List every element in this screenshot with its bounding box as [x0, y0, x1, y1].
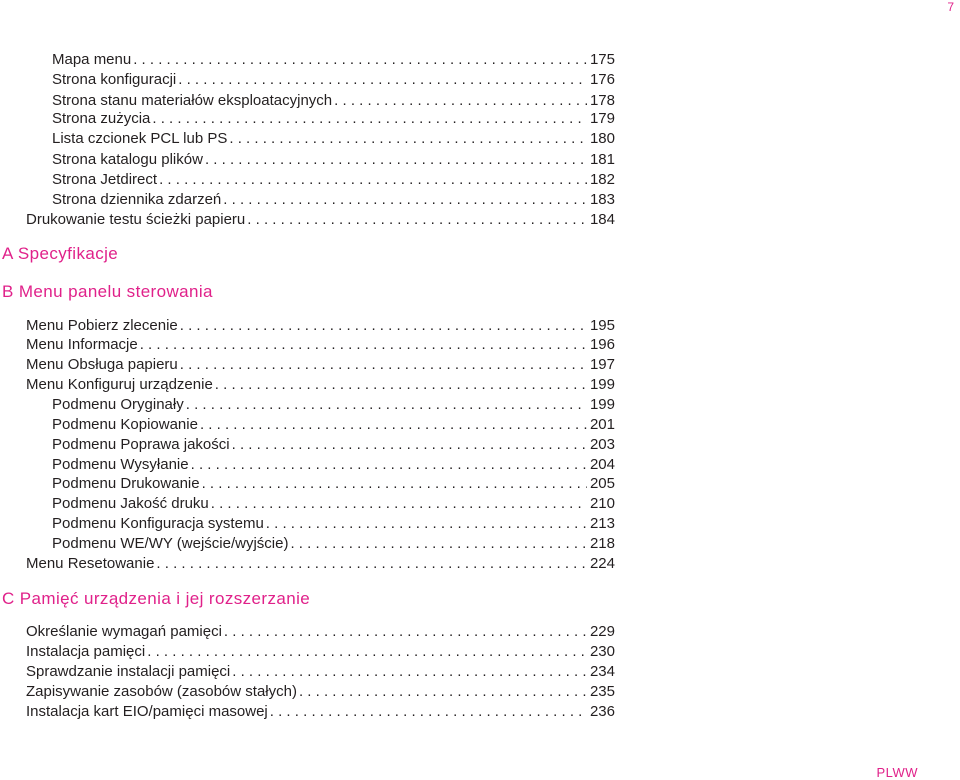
toc-entry-title: Instalacja kart EIO/pamięci masowej [26, 703, 268, 720]
toc-entry-podmenu-poprawa[interactable] [52, 435, 615, 455]
toc-entry-menu-resetowanie[interactable] [26, 554, 615, 574]
toc-entry-page: 178 [587, 91, 615, 111]
toc-entry-menu-pobierz[interactable] [26, 316, 615, 336]
toc-entry-title: Określanie wymagań pamięci [26, 623, 222, 640]
dot-leader [288, 534, 587, 554]
toc-entry-sprawdzanie[interactable] [26, 662, 615, 682]
dot-leader [209, 494, 587, 514]
page-number: 7 [947, 0, 954, 14]
dot-leader [245, 210, 587, 230]
toc-entry-menu-informacje[interactable] [26, 335, 615, 355]
toc-entry-strona-konfiguracji[interactable] [52, 70, 615, 90]
toc-entry-title: Podmenu Konfiguracja systemu [52, 515, 264, 532]
dot-leader [222, 622, 587, 642]
dot-leader [154, 554, 587, 574]
dot-leader [189, 455, 587, 475]
toc-entry-title: Drukowanie testu ścieżki papieru [26, 211, 246, 228]
dot-leader [221, 190, 587, 210]
toc-entry-title: Instalacja pamięci [26, 643, 146, 660]
dot-leader [198, 415, 587, 435]
toc-entry-page: 184 [587, 210, 615, 230]
toc-entry-page: 196 [587, 335, 615, 355]
toc-entry-okreslanie[interactable] [26, 622, 615, 642]
toc-entry-title: Strona konfiguracji [52, 71, 177, 88]
toc-entry-title: Podmenu Wysyłanie [52, 456, 189, 473]
dot-leader [200, 474, 587, 494]
toc-entry-strona-jetdirect[interactable] [52, 170, 615, 190]
toc-entry-podmenu-we-wy[interactable] [52, 534, 615, 554]
dot-leader [131, 50, 587, 70]
toc-entry-title: Strona dziennika zdarzeń [52, 191, 222, 208]
toc-entry-title: Menu Obsługa papieru [26, 356, 178, 373]
toc-entry-drukowanie-testu[interactable] [26, 210, 615, 230]
toc-entry-page: 201 [587, 415, 615, 435]
toc-entry-strona-zuzycia[interactable] [52, 109, 615, 129]
toc-entry-title: Lista czcionek PCL lub PS [52, 130, 228, 147]
dot-leader [150, 109, 587, 129]
toc-entry-title: Strona Jetdirect [52, 171, 158, 188]
toc-entry-page: 236 [587, 702, 615, 722]
dot-leader [178, 316, 587, 336]
toc-entry-podmenu-jakosc[interactable] [52, 494, 615, 514]
dot-leader [157, 170, 587, 190]
toc-entry-title: Podmenu Kopiowanie [52, 416, 198, 433]
toc-entry-title: Strona zużycia [52, 110, 151, 127]
section-heading-a[interactable]: A Specyfikacje [2, 244, 119, 263]
toc-entry-instalacja-kart[interactable] [26, 702, 615, 722]
toc-entry-lista-czcionek[interactable] [52, 129, 615, 149]
toc-entry-page: 210 [587, 494, 615, 514]
toc-entry-title: Podmenu WE/WY (wejście/wyjście) [52, 535, 289, 552]
toc-entry-page: 203 [587, 435, 615, 455]
toc-entry-menu-konfiguruj[interactable] [26, 375, 615, 395]
toc-entry-title: Menu Resetowanie [26, 555, 155, 572]
toc-entry-page: 199 [587, 395, 615, 415]
toc-entry-podmenu-kopiowanie[interactable] [52, 415, 615, 435]
toc-entry-podmenu-wysylanie[interactable] [52, 455, 615, 475]
toc-entry-title: Mapa menu [52, 51, 132, 68]
footer-label: PLWW [876, 765, 918, 780]
toc-entry-page: 230 [587, 642, 615, 662]
toc-entry-strona-stanu[interactable] [52, 91, 615, 111]
toc-entry-menu-obsluga[interactable] [26, 355, 615, 375]
toc-entry-page: 204 [587, 455, 615, 475]
dot-leader [268, 702, 587, 722]
dot-leader [184, 395, 587, 415]
toc-entry-strona-dziennika[interactable] [52, 190, 615, 210]
section-heading-b[interactable]: B Menu panelu sterowania [2, 282, 213, 301]
toc-entry-title: Podmenu Oryginały [52, 396, 184, 413]
toc-entry-strona-katalogu[interactable] [52, 150, 615, 170]
toc-entry-page: 213 [587, 514, 615, 534]
toc-entry-page: 224 [587, 554, 615, 574]
toc-entry-title: Menu Konfiguruj urządzenie [26, 376, 213, 393]
toc-entry-title: Sprawdzanie instalacji pamięci [26, 663, 231, 680]
toc-entry-mapa-menu[interactable] [52, 50, 615, 70]
toc-entry-title: Podmenu Drukowanie [52, 475, 200, 492]
dot-leader [178, 355, 587, 375]
dot-leader [227, 129, 587, 149]
toc-entry-podmenu-konfiguracja[interactable] [52, 514, 615, 534]
toc-entry-page: 181 [587, 150, 615, 170]
dot-leader [145, 642, 587, 662]
dot-leader [297, 682, 587, 702]
toc-entry-page: 195 [587, 316, 615, 336]
dot-leader [213, 375, 587, 395]
dot-leader [230, 435, 587, 455]
toc-entry-page: 175 [587, 50, 615, 70]
dot-leader [264, 514, 587, 534]
toc-entry-title: Zapisywanie zasobów (zasobów stałych) [26, 683, 297, 700]
dot-leader [230, 662, 587, 682]
toc-entry-page: 205 [587, 474, 615, 494]
toc-entry-podmenu-oryginaly[interactable] [52, 395, 615, 415]
toc-entry-page: 234 [587, 662, 615, 682]
toc-entry-title: Menu Informacje [26, 336, 138, 353]
toc-entry-page: 179 [587, 109, 615, 129]
toc-entry-page: 199 [587, 375, 615, 395]
toc-entry-zapisywanie[interactable] [26, 682, 615, 702]
toc-entry-podmenu-drukowanie[interactable] [52, 474, 615, 494]
toc-entry-page: 176 [587, 70, 615, 90]
dot-leader [176, 70, 587, 90]
toc-entry-instalacja-pamieci[interactable] [26, 642, 615, 662]
dot-leader [138, 335, 587, 355]
toc-entry-page: 218 [587, 534, 615, 554]
dot-leader [332, 91, 587, 111]
dot-leader [203, 150, 587, 170]
toc-entry-page: 183 [587, 190, 615, 210]
toc-entry-page: 197 [587, 355, 615, 375]
toc-entry-page: 182 [587, 170, 615, 190]
toc-entry-title: Podmenu Jakość druku [52, 495, 209, 512]
toc-entry-title: Strona stanu materiałów eksploatacyjnych [52, 92, 333, 109]
toc-entry-page: 235 [587, 682, 615, 702]
toc-entry-title: Menu Pobierz zlecenie [26, 317, 178, 334]
section-heading-c[interactable]: C Pamięć urządzenia i jej rozszerzanie [2, 589, 311, 608]
toc-entry-title: Strona katalogu plików [52, 151, 203, 168]
toc-entry-page: 229 [587, 622, 615, 642]
toc-entry-page: 180 [587, 129, 615, 149]
toc-entry-title: Podmenu Poprawa jakości [52, 436, 230, 453]
